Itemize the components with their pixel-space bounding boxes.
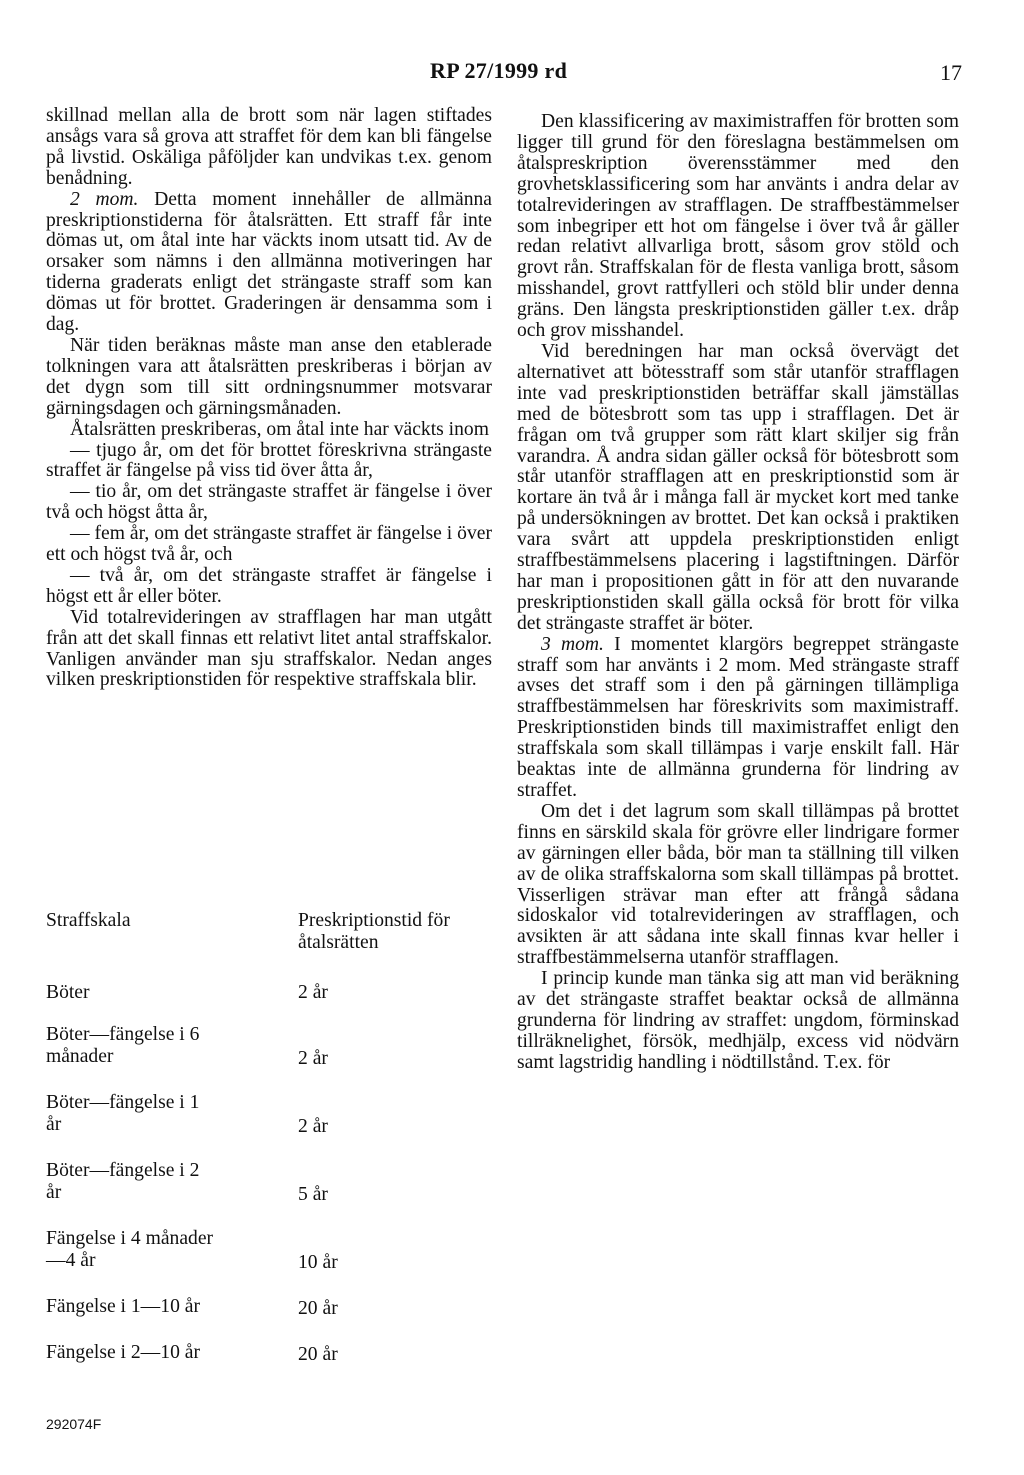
table-cell-time: 20 år bbox=[298, 1344, 338, 1365]
paragraph-text: Detta moment innehåller de allmänna preskriptionstiderna för åtalsrätten. Ett straff får inte dömas ut, om åtal inte har väckts inom utsatt tid. Av de orsaker som nämns i den allmänna motiveringen har tiderna graderats enligt det strängaste straff som kan dömas ut för brottet. Graderingen är densamma som i dag. bbox=[46, 188, 492, 336]
paragraph: Om det i det lagrum som skall tillämpas på brottet finns en särskild skala för grövre eller lindrigare former av gärningen eller båda, bör man ta ställning till vilken av de olika straffskalorna som skall tillämpas på brottet. Visserligen strävar man efter att frångå sådana sidoskalor vid totalrevideringen av strafflagen, och avsikten är att sådana inte skall finnas kvar heller i straffbestämmelserna utanför strafflagen. bbox=[517, 800, 959, 969]
table-row bbox=[46, 1024, 476, 1092]
document-id: RP 27/1999 rd bbox=[430, 58, 568, 83]
moment-label: 3 mom. bbox=[541, 633, 604, 655]
list-item: — tjugo år, om det för brottet föreskrivna strängaste straffet är fängelse på viss tid över åtta år, bbox=[46, 439, 492, 482]
table-header-scale: Straffskala bbox=[46, 910, 131, 931]
table-row bbox=[46, 1228, 476, 1296]
table-cell-scale: Fängelse i 4 månader—4 år bbox=[46, 1228, 214, 1271]
page-header bbox=[0, 58, 1024, 88]
table-cell-scale: Böter—fängelse i 6 månader bbox=[46, 1024, 200, 1067]
table-cell-time: 10 år bbox=[298, 1252, 338, 1273]
moment-label: 2 mom. bbox=[70, 188, 139, 210]
table-cell-scale: Böter bbox=[46, 982, 90, 1003]
table-cell-scale: Fängelse i 2—10 år bbox=[46, 1342, 200, 1363]
table-cell-scale: Fängelse i 1—10 år bbox=[46, 1296, 200, 1317]
paragraph: skillnad mellan alla de brott som när lagen stiftades ansågs vara så grova att straffet för dem kan bli fängelse på livstid. Oskäliga påföljder kan undvikas t.ex. genom benådning. bbox=[46, 105, 492, 189]
list-item: — tio år, om det strängaste straffet är fängelse i över två och högst åtta år, bbox=[46, 481, 492, 524]
table-row bbox=[46, 976, 476, 1024]
paragraph: Vid totalrevideringen av strafflagen har man utgått från att det skall finnas ett relativt litet antal straffskalor. Vanligen använder man sju straffskalor. Nedan anges vilken preskriptionstiden för respektive straffskala blir. bbox=[46, 606, 492, 691]
table-row bbox=[46, 1092, 476, 1160]
table-row bbox=[46, 1296, 476, 1342]
table-cell-time: 2 år bbox=[298, 1048, 328, 1069]
paragraph-mom3 bbox=[517, 635, 959, 802]
table-cell-time: 2 år bbox=[298, 982, 328, 1003]
table-cell-time: 20 år bbox=[298, 1298, 338, 1319]
table-cell-time: 5 år bbox=[298, 1184, 328, 1205]
table-header-time: Preskriptionstid för åtalsrätten bbox=[298, 910, 450, 953]
paragraph: Den klassificering av maximistraffen för brotten som ligger till grund för den föreslagna bestämmelsen om åtalspreskription överensstämmer med den grovhetsklassificering som har använts i andra delar av totalrevideringen av strafflagen. De straffbestämmelser som inbegriper ett hot om fängelse i över två år gäller redan relativt allvarliga brott, såsom grov stöld och grovt rån. Straffskalan för de flesta vanliga brott, såsom misshandel, grovt rattfylleri och stöld blir under denna gräns. Den längsta preskriptionstiden gäller t.ex. dråp och grov misshandel. bbox=[517, 111, 959, 342]
table-row bbox=[46, 1160, 476, 1228]
left-column bbox=[46, 106, 492, 691]
table-cell-scale: Böter—fängelse i 2 år bbox=[46, 1160, 200, 1203]
list-item: — två år, om det strängaste straffet är fängelse i högst ett år eller böter. bbox=[46, 564, 492, 607]
paragraph: Vid beredningen har man också övervägt det alternativet att bötesstraff som står utanför strafflagen inte vad preskriptionstiden beträffar skall jämställas med de bötesbrott som tas upp i strafflagen. Det är frågan om två grupper som rätt klart skiljer sig från varandra. Å andra sidan gäller också för bötesbrott som står utanför strafflagen att en preskriptionstid som är kortare än två år i många fall är mycket kort med tanke på undersökningen av brottet. Det kan också i praktiken vara svårt att uppdela preskriptionstiden enligt straffbestämmelsens placering i lagstiftningen. Därför har man i propositionen gått in för att den nuvarande preskriptionstiden skall gälla också för brott för vilka det strängaste straffet är böter. bbox=[517, 340, 959, 634]
footer-code: 292074F bbox=[46, 1416, 102, 1432]
paragraph-text: I momentet klargörs begreppet strängaste straff som har använts i 2 mom. Med strängaste straff avses det straff som i den på gärningen tillämpliga straffbestämmelsen har föreskrivits som maximistraff. Preskriptionstiden binds till maximistraffet enligt den straffskala som skall tillämpas i varje enskilt fall. Här beaktas inte de allmänna grunderna för lindring av straffet. bbox=[517, 633, 959, 801]
table-cell-time: 2 år bbox=[298, 1116, 328, 1137]
table-cell-scale: Böter—fängelse i 1 år bbox=[46, 1092, 200, 1135]
page-number: 17 bbox=[940, 60, 962, 85]
table-header-row bbox=[46, 910, 476, 976]
list-item: — fem år, om det strängaste straffet är fängelse i över ett och högst två år, och bbox=[46, 523, 492, 566]
paragraph: I princip kunde man tänka sig att man vid beräkning av det strängaste straffet beaktar också de allmänna grunderna för lindring av straffet: ungdom, förminskad tillräknelighet, försök, medhjälp, excess vid nödvärn samt lagstridig handling i nödtillstånd. T.ex. för bbox=[517, 968, 959, 1073]
paragraph: Åtalsrätten preskriberas, om åtal inte har väckts inom bbox=[70, 418, 489, 440]
right-column bbox=[517, 112, 959, 1074]
paragraph-mom2 bbox=[46, 190, 492, 336]
paragraph: När tiden beräknas måste man anse den etablerade tolkningen vara att åtalsrätten preskriberas i början av det dygn som till sitt ordningsnummer motsvarar gärningsdagen och gärningsmånaden. bbox=[46, 334, 492, 419]
prescription-table bbox=[46, 910, 476, 1382]
table-row bbox=[46, 1342, 476, 1382]
